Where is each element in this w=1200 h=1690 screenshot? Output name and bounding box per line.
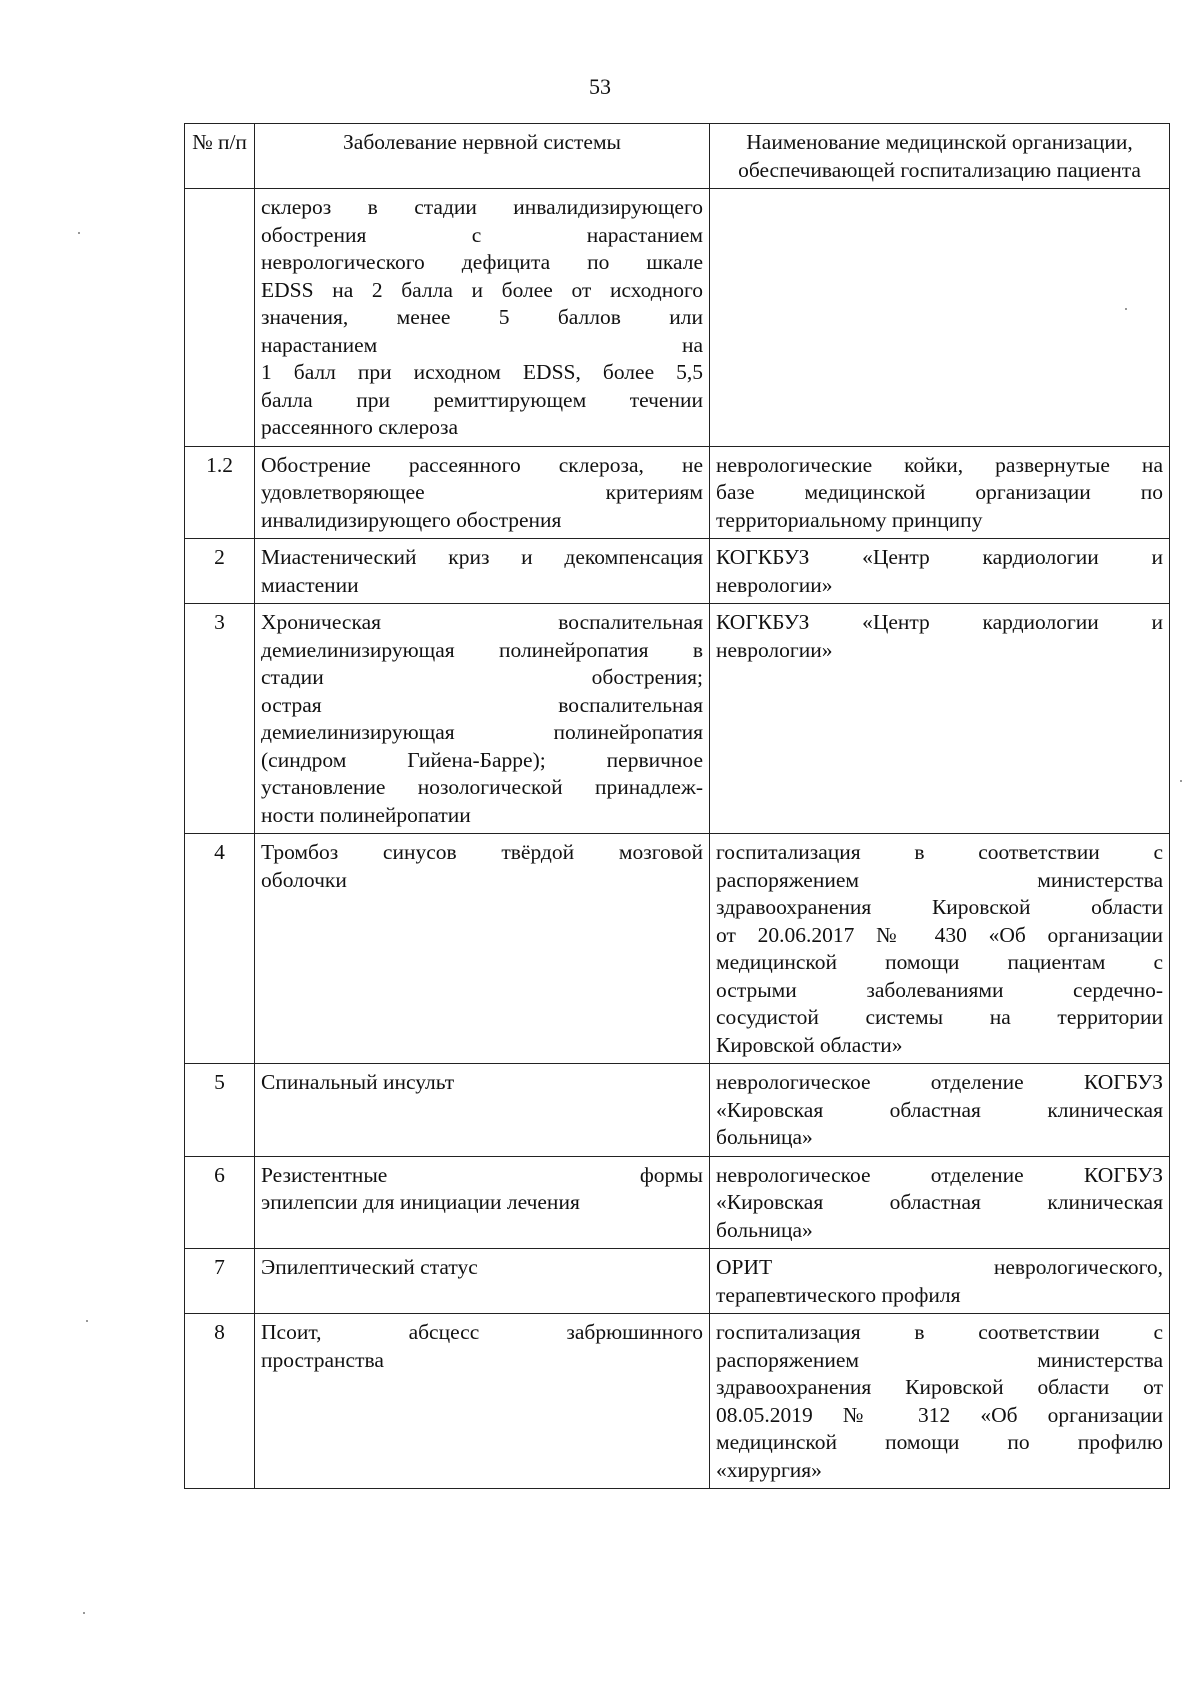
cell-line: установление нозологической принадлеж-: [261, 775, 703, 799]
header-disease: Заболевание нервной системы: [255, 124, 710, 189]
organization-cell: [710, 604, 1170, 834]
cell-line: эпилепсии для инициации лечения: [261, 1190, 580, 1214]
cell-line: острыми заболеваниями сердечно-: [716, 977, 1163, 1002]
cell-line: инвалидизирующего обострения: [261, 507, 562, 532]
table-row: [185, 1314, 1170, 1489]
cell-line: КОГКБУЗ «Центр кардиологии и: [716, 545, 1163, 569]
disease-cell: [255, 1249, 710, 1314]
disease-cell: [255, 604, 710, 834]
cell-line: Резистентные формы: [261, 1162, 703, 1187]
cell-line: ОРИТ неврологического,: [716, 1255, 1163, 1279]
cell-line: неврологического дефицита по шкале: [261, 250, 703, 274]
table-header-row: [185, 124, 1170, 189]
header-num: № п/п: [185, 124, 255, 189]
organization-cell: [710, 1249, 1170, 1314]
cell-line: оболочки: [261, 867, 347, 892]
table-row: [185, 834, 1170, 1064]
cell-line: территориальному принципу: [716, 507, 983, 532]
cell-line: распоряжением министерства: [716, 867, 1163, 892]
cell-line: удовлетворяющее критериям: [261, 480, 703, 504]
cell-line: Обострение рассеянного склероза, не: [261, 452, 703, 477]
table-row: [185, 1064, 1170, 1157]
row-number: 1.2: [185, 446, 255, 539]
organization-cell: [710, 446, 1170, 539]
disease-cell: [255, 446, 710, 539]
cell-line: базе медицинской организации по: [716, 480, 1163, 504]
cell-line: КОГКБУЗ «Центр кардиологии и: [716, 610, 1163, 634]
cell-line: неврологическое отделение КОГБУЗ: [716, 1070, 1163, 1094]
disease-cell: [255, 539, 710, 604]
cell-line: неврологии»: [716, 572, 833, 597]
cell-line: рассеянного склероза: [261, 415, 459, 439]
scan-speck: [86, 1320, 88, 1322]
scan-speck: [1180, 780, 1182, 782]
scan-speck: [83, 1612, 85, 1614]
organization-cell: [710, 1314, 1170, 1489]
cell-line: 08.05.2019 № 312 «Об организации: [716, 1402, 1163, 1427]
cell-line: Псоит, абсцесс забрюшинного: [261, 1320, 703, 1344]
cell-line: Спинальный инсульт: [261, 1070, 455, 1094]
organization-cell: [710, 189, 1170, 447]
cell-line: «хирургия»: [716, 1457, 822, 1482]
disease-cell: [255, 1314, 710, 1489]
table-row: [185, 1249, 1170, 1314]
row-number: 3: [185, 604, 255, 834]
hospitalization-table: [184, 123, 1170, 1489]
cell-line: от 20.06.2017 № 430 «Об организации: [716, 922, 1163, 947]
cell-line: миастении: [261, 572, 359, 597]
row-number: 5: [185, 1064, 255, 1157]
row-number: 6: [185, 1156, 255, 1249]
cell-line: склероз в стадии инвалидизирующего: [261, 195, 703, 219]
cell-line: нарастанием на: [261, 332, 703, 357]
table-row: [185, 1156, 1170, 1249]
cell-line: обострения с нарастанием: [261, 222, 703, 247]
cell-line: стадии обострения;: [261, 665, 703, 689]
cell-line: медицинской помощи по профилю: [716, 1430, 1163, 1454]
table-row: [185, 189, 1170, 447]
row-number: 2: [185, 539, 255, 604]
header-organization: Наименование медицинской организации, обеспечивающей госпитализацию пациента: [710, 124, 1170, 189]
row-number: 8: [185, 1314, 255, 1489]
disease-cell: [255, 834, 710, 1064]
disease-cell: [255, 1064, 710, 1157]
row-number: 4: [185, 834, 255, 1064]
cell-line: EDSS на 2 балла и более от исходного: [261, 277, 703, 302]
table-body: [185, 189, 1170, 1489]
disease-cell: [255, 1156, 710, 1249]
cell-line: демиелинизирующая полинейропатия в: [261, 637, 703, 662]
cell-line: демиелинизирующая полинейропатия: [261, 720, 703, 744]
cell-line: пространства: [261, 1347, 384, 1372]
cell-line: балла при ремиттирующем течении: [261, 387, 703, 412]
cell-line: распоряжением министерства: [716, 1347, 1163, 1372]
cell-line: госпитализация в соответствии с: [716, 1320, 1163, 1344]
cell-line: Миастенический криз и декомпенсация: [261, 545, 703, 569]
page-number: 53: [589, 74, 611, 99]
cell-line: терапевтического профиля: [716, 1282, 961, 1307]
cell-line: «Кировская областная клиническая: [716, 1190, 1163, 1214]
cell-line: сосудистой системы на территории: [716, 1005, 1163, 1029]
row-number: 7: [185, 1249, 255, 1314]
cell-line: 1 балл при исходном EDSS, более 5,5: [261, 360, 703, 384]
table-row: [185, 604, 1170, 834]
scan-speck: [78, 232, 80, 234]
cell-line: медицинской помощи пациентам с: [716, 950, 1163, 974]
cell-line: острая воспалительная: [261, 692, 703, 717]
scan-speck: [1125, 308, 1127, 310]
cell-line: госпитализация в соответствии с: [716, 840, 1163, 864]
cell-line: «Кировская областная клиническая: [716, 1097, 1163, 1122]
organization-cell: [710, 834, 1170, 1064]
cell-line: больница»: [716, 1217, 813, 1242]
organization-cell: [710, 1156, 1170, 1249]
organization-cell: [710, 1064, 1170, 1157]
cell-line: неврологические койки, развернутые на: [716, 452, 1163, 477]
disease-cell: [255, 189, 710, 447]
cell-line: Эпилептический статус: [261, 1255, 478, 1279]
organization-cell: [710, 539, 1170, 604]
cell-line: значения, менее 5 баллов или: [261, 305, 703, 329]
cell-line: (синдром Гийена-Барре); первичное: [261, 747, 703, 772]
cell-line: неврологии»: [716, 637, 833, 662]
cell-line: больница»: [716, 1125, 813, 1149]
cell-line: Тромбоз синусов твёрдой мозговой: [261, 840, 703, 864]
cell-line: здравоохранения Кировской области: [716, 895, 1163, 919]
cell-line: Кировской области»: [716, 1032, 903, 1057]
cell-line: Хроническая воспалительная: [261, 610, 703, 634]
cell-line: ности полинейропатии: [261, 802, 471, 827]
cell-line: здравоохранения Кировской области от: [716, 1375, 1163, 1399]
cell-line: неврологическое отделение КОГБУЗ: [716, 1162, 1163, 1187]
row-number: [185, 189, 255, 447]
table-row: [185, 446, 1170, 539]
table-row: [185, 539, 1170, 604]
